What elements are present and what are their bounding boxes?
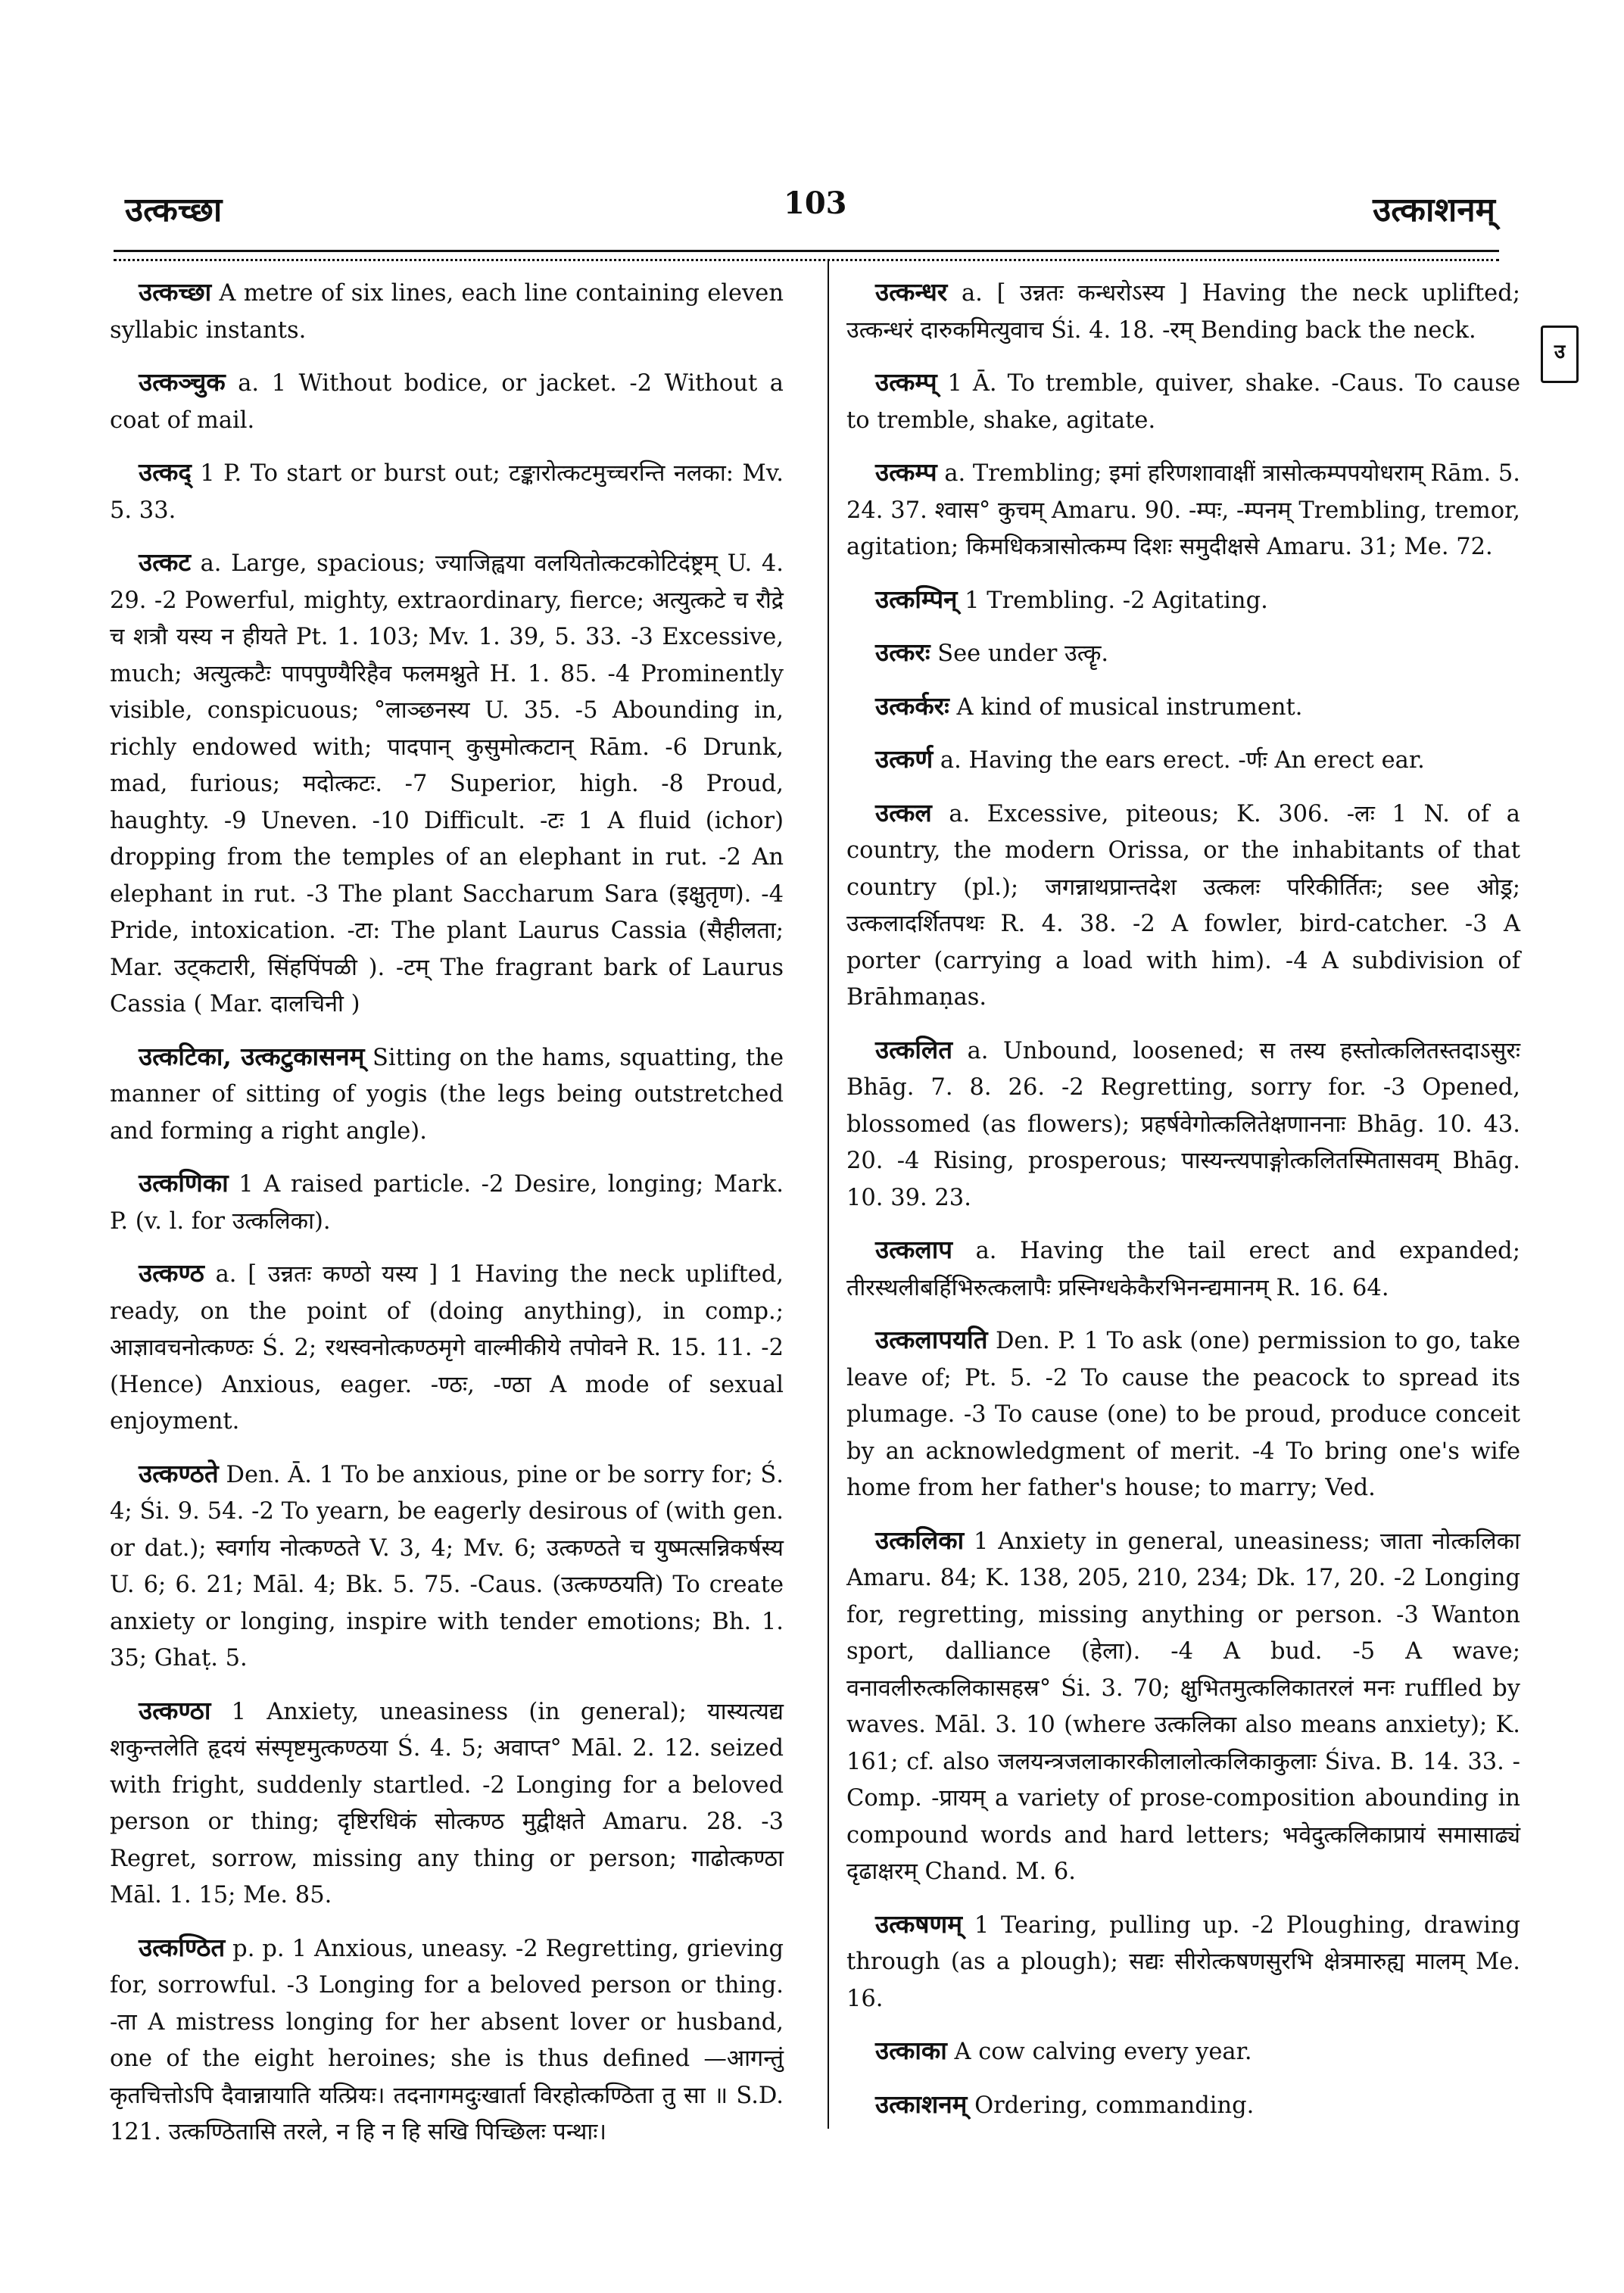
dictionary-entry bbox=[110, 1039, 784, 1151]
headword: उत्कट bbox=[139, 547, 191, 577]
headword: उत्कलित bbox=[875, 1034, 953, 1064]
headword: उत्कषणम् bbox=[875, 1908, 963, 1939]
dictionary-entry bbox=[846, 274, 1520, 349]
dictionary-entry bbox=[110, 1456, 784, 1678]
dictionary-entry bbox=[846, 454, 1520, 566]
dictionary-entry bbox=[846, 2086, 1520, 2125]
headword: उत्कलापयति bbox=[875, 1325, 988, 1354]
headword: उत्कलिका bbox=[875, 1525, 965, 1555]
definition: Den. P. 1 To ask (one) permission to go, take leave of; Pt. 5. -2 To cause the peacock to spread its plumage. -3 To cause (one) to be proud, produce conceit by an acknowledgment of merit. -4 To bring one's wife home from her father's house; to marry; Ved. bbox=[846, 1328, 1520, 1501]
dictionary-entry bbox=[110, 274, 784, 349]
headword: उत्कर्करः bbox=[875, 690, 949, 721]
dictionary-entry bbox=[846, 1522, 1520, 1891]
dictionary-entry bbox=[110, 364, 784, 439]
headword: उत्कञ्चुक bbox=[139, 367, 226, 397]
headword: उत्कण्ठित bbox=[139, 1932, 226, 1962]
definition: a. Having the ears erect. -र्णः An erect ear. bbox=[933, 747, 1425, 774]
headword: उत्कण्ठते bbox=[139, 1458, 219, 1488]
definition: 1 Ā. To tremble, quiver, shake. -Caus. To cause to tremble, shake, agitate. bbox=[846, 370, 1520, 434]
dictionary-entry bbox=[846, 2033, 1520, 2071]
header-dotted-rule bbox=[114, 259, 1499, 261]
dictionary-entry bbox=[846, 1906, 1520, 2018]
definition: a. Unbound, loosened; स तस्य हस्तोत्कलितस्तदाऽसुरः Bhāg. 7. 8. 26. -2 Regretting, sorry for. -3 Opened, blossomed (as flowers); प्रहर्षवेगोत्कलितेक्षणाननाः Bhāg. 10. 43. 20. -4 Rising, prosperous; पास्यन्त्यपाङ्गोत्कलितस्मितासवम् Bhāg. 10. 39. 23. bbox=[846, 1037, 1520, 1211]
headword: उत्कलाप bbox=[875, 1235, 953, 1264]
headword: उत्कटिका, उत्कटुकासनम् bbox=[139, 1041, 365, 1071]
headword: उत्कच्छा bbox=[139, 277, 212, 307]
headword: उत्कल bbox=[875, 797, 932, 827]
headword: उत्कम्प् bbox=[875, 367, 937, 397]
definition: a. [ उन्नतः कण्ठो यस्य ] 1 Having the neck uplifted, ready, on the point of (doing anything), in comp.; आज्ञावचनोत्कण्ठः Ś. 2; रथस्वनोत्कण्ठमृगे वाल्मीकीये तपोवने R. 15. 11. -2 (Hence) Anxious, eager. -ण्ठः, -ण्ठा A mode of sexual enjoyment. bbox=[110, 1261, 784, 1435]
dictionary-entry bbox=[846, 741, 1520, 780]
header-right-word: उत्काशनम् bbox=[1373, 191, 1495, 229]
headword: उत्काका bbox=[875, 2036, 947, 2065]
page-header bbox=[125, 185, 1495, 238]
headword: उत्काशनम् bbox=[875, 2089, 968, 2119]
dictionary-entry bbox=[846, 795, 1520, 1017]
dictionary-entry bbox=[110, 544, 784, 1023]
dictionary-entry bbox=[846, 1032, 1520, 1217]
definition: Ordering, commanding. bbox=[967, 2092, 1255, 2119]
right-column bbox=[846, 274, 1520, 2139]
left-column bbox=[110, 274, 784, 2167]
dictionary-entry bbox=[846, 1322, 1520, 1507]
definition: p. p. 1 Anxious, uneasy. -2 Regretting, grieving for, sorrowful. -3 Longing for a beloved person or thing. -ता A mistress longing for her absent lover or husband, one of the eight heroines; she is thus defined —आगन्तुं कृतचित्तोऽपि दैवान्नायाति यत्प्रियः। तदनागमदुःखार्ता विरहोत्कण्ठिता तु सा ॥ S.D. 121. उत्कण्ठितासि तरले, न हि न हि सखि पिच्छिलः पन्थाः। bbox=[110, 1935, 784, 2145]
column-divider bbox=[828, 259, 829, 2129]
definition: a. Having the tail erect and expanded; तीरस्थलीबर्हिभिरुत्कलापैः प्रस्निग्धकेकैरभिनन्द्यमानम् R. 16. 64. bbox=[846, 1238, 1520, 1301]
header-rule bbox=[114, 250, 1499, 252]
definition: 1 Anxiety in general, uneasiness; जाता नोत्कलिका Amaru. 84; K. 138, 205, 210, 234; Dk. 17, 20. -2 Longing for, regretting, missing anything or person. -3 Wanton sport, dalliance (हेला). -4 A bud. -5 A wave; वनावलीरुत्कलिकासहस्र° Śi. 3. 70; क्षुभितमुत्कलिकातरलं मनः ruffled by waves. Māl. 3. 10 (where उत्कलिका also means anxiety); K. 161; cf. also जलयन्त्रजलाकारकीलालोत्कलिकाकुलाः Śiva. B. 14. 33. -Comp. -प्रायम् a variety of prose-composition abounding in compound words and hard letters; भवेदुत्कलिकाप्रायं समासाढ्यं दृढाक्षरम् Chand. M. 6. bbox=[846, 1528, 1520, 1885]
header-left-word: उत्कच्छा bbox=[125, 191, 223, 229]
dictionary-entry bbox=[110, 1165, 784, 1240]
dictionary-entry bbox=[846, 688, 1520, 727]
definition: a. [ उन्नतः कन्धरोऽस्य ] Having the neck uplifted; उत्कन्धरं दारुकमित्युवाच Śi. 4. 18. -रम् Bending back the neck. bbox=[846, 280, 1520, 344]
dictionary-entry bbox=[110, 1930, 784, 2151]
definition: Sitting on the hams, squatting, the manner of sitting of yogis (the legs being outstretched and forming a right angle). bbox=[110, 1044, 784, 1145]
definition: A kind of musical instrument. bbox=[949, 693, 1303, 721]
headword: उत्कर्ण bbox=[875, 744, 934, 774]
definition: 1 P. To start or burst out; टङ्कारोत्कटमुच्चरन्ति नलका: Mv. 5. 33. bbox=[110, 460, 784, 524]
dictionary-entry bbox=[110, 1255, 784, 1441]
dictionary-entry bbox=[846, 1232, 1520, 1307]
dictionary-entry bbox=[110, 454, 784, 529]
dictionary-entry bbox=[846, 634, 1520, 673]
headword: उत्कण्ठा bbox=[139, 1695, 211, 1725]
headword: उत्कणिका bbox=[139, 1168, 229, 1198]
dictionary-entry bbox=[110, 1693, 784, 1914]
definition: Den. Ā. 1 To be anxious, pine or be sorry for; Ś. 4; Śi. 9. 54. -2 To yearn, be eagerly desirous of (with gen. or dat.); स्वर्गाय नोत्कण्ठते V. 3, 4; Mv. 6; उत्कण्ठते च युष्मत्सन्निकर्षस्य U. 6; 6. 21; Māl. 4; Bk. 5. 75. -Caus. (उत्कण्ठयति) To create anxiety or longing, inspire with tender emotions; Bh. 1. 35; Ghaṭ. 5. bbox=[110, 1461, 784, 1671]
headword: उत्कम्प bbox=[875, 457, 937, 487]
definition: A metre of six lines, each line containing eleven syllabic instants. bbox=[110, 280, 784, 344]
definition: 1 Anxiety, uneasiness (in general); यास्यत्यद्य शकुन्तलेति हृदयं संस्पृष्टमुत्कण्ठया Ś. 4. 5; अवाप्त° Māl. 2. 12. seized with fright, suddenly startled. -2 Longing for a beloved person or thing; दृष्टिरधिकं सोत्कण्ठ मुद्वीक्षते Amaru. 28. -3 Regret, sorrow, missing any thing or person; गाढोत्कण्ठा Māl. 1. 15; Me. 85. bbox=[110, 1698, 784, 1908]
definition: a. Large, spacious; ज्याजिह्वया वलयितोत्कटकोटिदंष्ट्रम् U. 4. 29. -2 Powerful, mighty, extraordinary, fierce; अत्युत्कटे च रौद्रे च शत्रौ यस्य न हीयते Pt. 1. 103; Mv. 1. 39, 5. 33. -3 Excessive, much; अत्युत्कटैः पापपुण्यैरिहैव फलमश्नुते H. 1. 85. -4 Prominently visible, conspicuous; °लाञ्छनस्य U. 35. -5 Abounding in, richly endowed with; पादपान् कुसुमोत्कटान् Rām. -6 Drunk, mad, furious; मदोत्कटः. -7 Superior, high. -8 Proud, haughty. -9 Uneven. -10 Difficult. -टः 1 A fluid (ichor) dropping from the temples of an elephant in rut. -2 An elephant in rut. -3 The plant Saccharum Sara (इक्षुतृण). -4 Pride, intoxication. -टा: The plant Laurus Cassia (सैहीलता; Mar. उट्कटारी, सिंहपिंपळी ). -टम् The fragrant bark of Laurus Cassia ( Mar. दालचिनी ) bbox=[110, 550, 784, 1017]
definition: 1 A raised particle. -2 Desire, longing; Mark. P. (v. l. for उत्कलिका). bbox=[110, 1171, 784, 1235]
headword: उत्करः bbox=[875, 637, 930, 667]
headword: उत्कद् bbox=[139, 457, 192, 487]
headword: उत्कण्ठ bbox=[139, 1258, 204, 1288]
headword: उत्कम्पिन् bbox=[875, 584, 958, 614]
definition: 1 Tearing, pulling up. -2 Ploughing, drawing through (as a plough); सद्यः सीरोत्कषणसुरभि क्षेत्रमारुह्य मालम् Me. 16. bbox=[846, 1911, 1520, 2012]
thumb-index-tab: उ bbox=[1541, 326, 1579, 383]
dictionary-entry bbox=[846, 581, 1520, 620]
headword: उत्कन्धर bbox=[875, 277, 948, 307]
definition: a. Excessive, piteous; K. 306. -लः 1 N. of a country, the modern Orissa, or the inhabitants of that country (pl.); जगन्नाथप्रान्तदेश उत्कलः परिकीर्तितः; see ओड्र; उत्कलादर्शितपथः R. 4. 38. -2 A fowler, bird-catcher. -3 A porter (carrying a load with him). -4 A subdivision of Brāhmaṇas. bbox=[846, 800, 1520, 1011]
definition: 1 Trembling. -2 Agitating. bbox=[957, 587, 1268, 614]
definition: a. Trembling; इमां हरिणशावाक्षीं त्रासोत्कम्पपयोधराम् Rām. 5. 24. 37. श्वास° कुचम् Amaru. 90. -म्पः, -म्पनम् Trembling, tremor, agitation; किमधिकत्रासोत्कम्प दिशः समुदीक्षसे Amaru. 31; Me. 72. bbox=[846, 460, 1520, 560]
definition: See under उत्कॄ. bbox=[930, 640, 1109, 667]
dictionary-entry bbox=[846, 364, 1520, 439]
definition: a. 1 Without bodice, or jacket. -2 Without a coat of mail. bbox=[110, 370, 784, 434]
page-number: 103 bbox=[784, 185, 847, 221]
definition: A cow calving every year. bbox=[946, 2039, 1252, 2065]
